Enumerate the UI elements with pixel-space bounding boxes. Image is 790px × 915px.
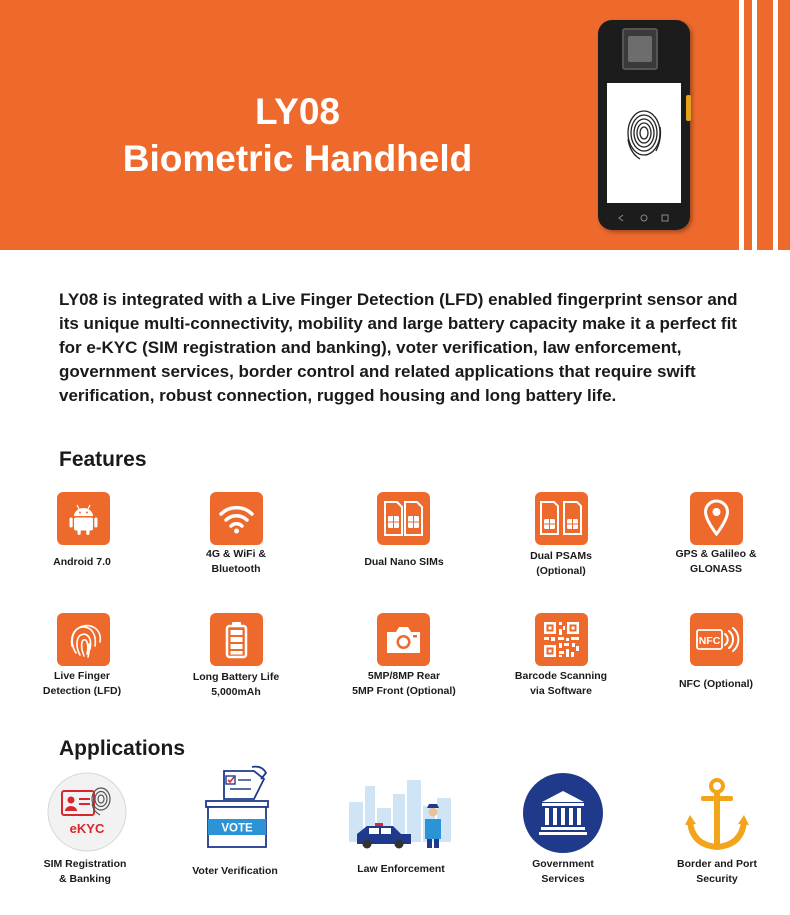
app-label-border: Border and Port Security (677, 858, 757, 885)
banner-stripe (752, 0, 757, 250)
feature-label-nfc: NFC (Optional) (678, 678, 754, 690)
wifi-icon (210, 492, 263, 545)
fingerprint-icon (607, 83, 681, 203)
qr-code-icon (535, 613, 588, 666)
app-label-law: Law Enforcement (357, 863, 445, 875)
feature-label-connectivity: 4G & WiFi & Bluetooth (206, 548, 266, 575)
app-label-voter: Voter Verification (192, 865, 278, 877)
feature-label-lfd: Live Finger Detection (LFD) (42, 670, 122, 697)
feature-label-psam: Dual PSAMs (Optional) (530, 550, 592, 577)
intro-paragraph: LY08 is integrated with a Live Finger Detection (LFD) enabled fingerprint sensor and its unique multi-connectivity, mobility and large battery capacity make it a perfect fit for e-KYC (SIM registration and banking), voter verification, law enforcement, government services, border control and related applications that require swift verification, robust connection, rugged housing and long battery life. (59, 290, 738, 405)
device-side-button (686, 95, 691, 121)
vote-badge: VOTE (221, 822, 253, 835)
product-type: Biometric Handheld (122, 138, 473, 179)
battery-icon (210, 613, 263, 666)
anchor-icon (684, 777, 750, 860)
feature-label-barcode: Barcode Scanning via Software (514, 670, 608, 697)
android-icon (57, 492, 110, 545)
device-nav-bar (607, 210, 681, 220)
product-model: LY08 (254, 91, 341, 132)
ballot-box-icon (196, 763, 280, 863)
feature-label-camera: 5MP/8MP Rear 5MP Front (Optional) (352, 670, 456, 697)
product-title (115, 88, 480, 182)
government-building-icon (522, 772, 604, 859)
ekyc-icon (46, 771, 128, 858)
psam-cards-icon (535, 492, 588, 545)
banner-stripe (773, 0, 778, 250)
applications-heading: Applications (59, 737, 186, 760)
feature-label-gps: GPS & Galileo & GLONASS (675, 548, 757, 575)
banner-stripe (739, 0, 744, 250)
location-pin-icon (690, 492, 743, 545)
sim-cards-icon (377, 492, 430, 545)
feature-label-android: Android 7.0 (53, 556, 111, 568)
fingerprint-sensor-pad (628, 36, 652, 62)
features-heading: Features (59, 448, 147, 471)
svg-text:NFC: NFC (698, 635, 721, 647)
police-icon (345, 772, 455, 857)
device-screen (607, 83, 681, 203)
feature-label-battery: Long Battery Life 5,000mAh (192, 671, 280, 698)
fingerprint-icon (57, 613, 110, 666)
ekyc-badge: eKYC (69, 821, 105, 836)
app-label-government: Government Services (532, 858, 594, 885)
nfc-icon (690, 613, 743, 666)
feature-label-sim: Dual Nano SIMs (364, 556, 444, 568)
app-label-sim-registration: SIM Registration & Banking (43, 858, 127, 885)
camera-icon (377, 613, 430, 666)
